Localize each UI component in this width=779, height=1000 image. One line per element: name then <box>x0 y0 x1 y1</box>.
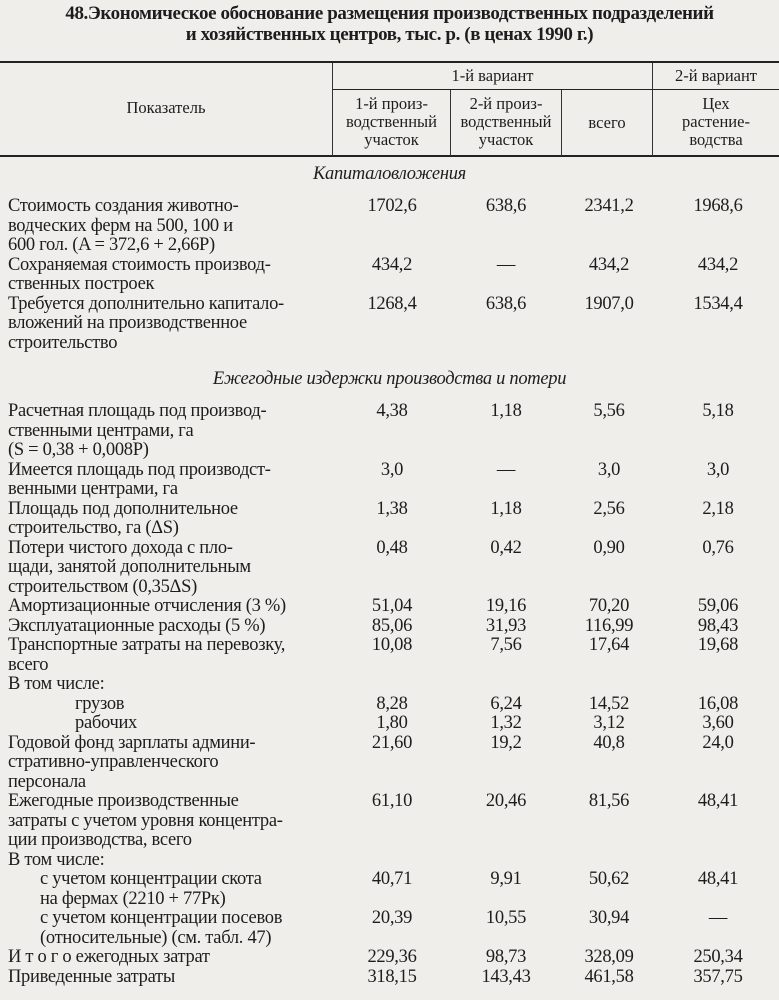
row-label <box>0 461 333 500</box>
cell-value: — <box>496 254 516 275</box>
row-label-line: персонала <box>8 771 86 792</box>
cell-value: 10,08 <box>371 635 413 655</box>
header-line: 2-й произ- <box>469 94 543 113</box>
cell-value: 7,56 <box>490 635 522 655</box>
cell-value: 50,62 <box>588 869 630 889</box>
table-row <box>0 402 779 461</box>
row-label-line: (S = 0,38 + 0,008P) <box>8 440 149 460</box>
cell-value: 1,18 <box>490 401 522 421</box>
cell-value: 85,06 <box>371 615 413 636</box>
cell-value: 19,68 <box>697 635 739 655</box>
row-label-line: строительство <box>8 332 118 353</box>
table-row <box>0 948 779 968</box>
row-label-line: И т о г о ежегодных затрат <box>8 947 210 967</box>
cell-value: 8,28 <box>376 693 408 714</box>
cell-value: 40,8 <box>593 732 625 753</box>
header-line: водственный <box>346 112 437 131</box>
row-label <box>0 909 333 948</box>
cell-value: 31,93 <box>485 615 527 636</box>
header-line: водственный <box>460 112 552 131</box>
table-row <box>0 597 779 617</box>
row-label-line: Площадь под дополнительное <box>8 498 238 519</box>
cell-value: — <box>496 459 516 480</box>
row-label <box>0 792 333 851</box>
cell-value: 14,52 <box>588 693 630 714</box>
row-label <box>0 597 333 617</box>
section-heading: Капиталовложения <box>313 164 466 184</box>
table-row <box>0 909 779 948</box>
header-line: участок <box>364 130 419 149</box>
cell-value: 0,76 <box>702 537 734 558</box>
row-label <box>0 402 333 461</box>
header-line: 1-й произ- <box>355 94 428 113</box>
cell-value: 3,60 <box>702 713 734 733</box>
cell-value: 1268,4 <box>367 293 417 314</box>
table-row <box>0 695 779 715</box>
cell-value: 638,6 <box>485 196 527 216</box>
row-label-line: ции производства, всего <box>8 830 192 850</box>
header-bottom-rule <box>0 155 779 157</box>
title-line: и хозяйственных центров, тыс. р. (в ценах 1990 г.) <box>185 24 594 45</box>
header-line: всего <box>588 113 626 132</box>
row-label <box>0 617 333 637</box>
header-indicator: Показатель <box>126 98 206 117</box>
row-label-line: венными центрами, га <box>8 479 178 499</box>
cell-value: 638,6 <box>485 293 527 314</box>
cell-value: 434,2 <box>371 254 413 275</box>
row-label <box>0 851 333 871</box>
row-label-line: Эксплуатационные расходы (5 %) <box>8 615 266 636</box>
table-row <box>0 636 779 675</box>
header-variant-1: 1-й вариант <box>451 66 534 85</box>
row-label-line: щади, занятой дополнительным <box>8 557 251 577</box>
header-line: участок <box>478 130 534 149</box>
row-label <box>0 948 333 968</box>
row-label-line: В том числе: <box>8 849 105 870</box>
cell-value: 61,10 <box>371 791 413 811</box>
cell-value: 0,48 <box>376 537 408 558</box>
cell-value: 4,38 <box>376 401 408 421</box>
row-label-line: Приведенные затраты <box>8 966 175 987</box>
cell-value <box>561 851 657 871</box>
cell-value: — <box>708 908 728 928</box>
row-label-line: Транспортные затраты на перевозку, <box>8 635 286 655</box>
cell-value: 143,43 <box>481 966 531 987</box>
cell-value: 98,73 <box>485 947 527 967</box>
table-title <box>0 3 779 45</box>
cell-value: 17,64 <box>588 635 630 655</box>
cell-value: 1968,6 <box>693 196 743 216</box>
row-label-line: грузов <box>75 693 125 714</box>
cell-value: 328,09 <box>584 947 634 967</box>
cell-value: 434,2 <box>697 254 739 275</box>
row-label-line: Сохраняемая стоимость производ- <box>8 254 271 275</box>
variant-rule <box>333 89 779 90</box>
cell-value: 20,46 <box>485 791 527 811</box>
title-line: 48.Экономическое обоснование размещения производственных подразделений <box>65 3 714 24</box>
table-row <box>0 851 779 871</box>
cell-value: 19,16 <box>485 596 527 616</box>
row-label-line: рабочих <box>75 713 137 733</box>
table-row <box>0 675 779 695</box>
cell-value: 51,04 <box>371 596 413 616</box>
cell-value <box>451 675 561 695</box>
row-label <box>0 870 333 909</box>
row-label-line: Требуется дополнительно капитало- <box>8 293 284 314</box>
row-label-line: 600 гол. (A = 372,6 + 2,66P) <box>8 235 215 255</box>
cell-value: 434,2 <box>588 254 630 275</box>
section-heading: Ежегодные издержки производства и потери <box>212 369 567 389</box>
row-label-line: Потери чистого дохода с пло- <box>8 537 233 558</box>
cell-value <box>333 851 451 871</box>
cell-value: 30,94 <box>588 908 630 928</box>
cell-value: 81,56 <box>588 791 630 811</box>
cell-value: 461,58 <box>584 966 634 987</box>
row-label <box>0 295 333 354</box>
cell-value: 5,18 <box>702 401 734 421</box>
cell-value: 5,56 <box>593 401 625 421</box>
cell-value <box>657 675 779 695</box>
row-label <box>0 675 333 695</box>
cell-value: 24,0 <box>702 732 734 753</box>
row-label-line: затраты с учетом уровня концентра- <box>8 810 283 831</box>
row-label <box>0 500 333 539</box>
cell-value: 40,71 <box>371 869 413 889</box>
table-row <box>0 617 779 637</box>
row-label-line: Расчетная площадь под производ- <box>8 401 267 421</box>
table-row <box>0 500 779 539</box>
cell-value: 2,18 <box>702 498 734 519</box>
cell-value: 2,56 <box>593 498 625 519</box>
cell-value: 1,80 <box>376 713 408 733</box>
table-row <box>0 792 779 851</box>
table-row <box>0 256 779 295</box>
cell-value: 0,42 <box>490 537 522 558</box>
cell-value: 3,0 <box>597 459 621 480</box>
cell-value: 1534,4 <box>693 293 743 314</box>
table-row <box>0 539 779 598</box>
row-label-line: на фермах (2210 + 77Pк) <box>40 888 226 909</box>
cell-value: 21,60 <box>371 732 413 753</box>
row-label-line: стративно-управленческого <box>8 752 219 772</box>
row-label-line: (относительные) (см. табл. 47) <box>40 927 272 948</box>
table-row <box>0 461 779 500</box>
row-label <box>0 197 333 256</box>
cell-value <box>561 675 657 695</box>
row-label <box>0 539 333 598</box>
cell-value: 0,90 <box>593 537 625 558</box>
row-label-line: с учетом концентрации скота <box>40 869 262 889</box>
header-line: водства <box>689 130 743 149</box>
cell-value: 48,41 <box>697 791 739 811</box>
row-label <box>0 734 333 793</box>
cell-value <box>333 675 451 695</box>
cell-value: 250,34 <box>693 947 743 967</box>
table-row <box>0 714 779 734</box>
row-label <box>0 714 333 734</box>
row-label-line: вложений на производственное <box>8 313 247 333</box>
cell-value: 2341,2 <box>584 196 634 216</box>
row-label-line: ственными центрами, га <box>8 420 194 441</box>
row-label <box>0 256 333 295</box>
row-label <box>0 636 333 675</box>
cell-value: 1,18 <box>490 498 522 519</box>
cell-value: 3,12 <box>593 713 625 733</box>
row-label-line: Ежегодные производственные <box>8 791 239 811</box>
cell-value: 9,91 <box>490 869 522 889</box>
cell-value: 318,15 <box>367 966 417 987</box>
cell-value: 1,32 <box>490 713 522 733</box>
cell-value: 6,24 <box>490 693 522 714</box>
header-line: Цех <box>702 94 730 113</box>
cell-value <box>657 851 779 871</box>
cell-value: 1702,6 <box>367 196 417 216</box>
header-variant-2: 2-й вариант <box>674 66 758 85</box>
cell-value: 357,75 <box>693 966 743 987</box>
cell-value: 48,41 <box>697 869 739 889</box>
header-col-total <box>562 114 652 132</box>
table-row <box>0 968 779 988</box>
cell-value: 3,0 <box>380 459 404 480</box>
cell-value: 116,99 <box>584 615 634 636</box>
header-col-plot-1 <box>333 95 450 149</box>
row-label-line: всего <box>8 654 49 675</box>
row-label-line: строительство, га (ΔS) <box>8 518 179 538</box>
top-rule <box>0 61 779 63</box>
cell-value: 1907,0 <box>584 293 634 314</box>
cell-value: 1,38 <box>376 498 408 519</box>
row-label-line: Имеется площадь под производст- <box>8 459 271 480</box>
table-row <box>0 870 779 909</box>
cell-value: 10,55 <box>485 908 527 928</box>
row-label-line: водческих ферм на 500, 100 и <box>8 215 233 236</box>
cell-value: 16,08 <box>697 693 739 714</box>
row-label-line: ственных построек <box>8 274 155 294</box>
row-label-line: Годовой фонд зарплаты админи- <box>8 732 256 753</box>
cell-value: 19,2 <box>490 732 522 753</box>
table-row <box>0 734 779 793</box>
cell-value: 98,43 <box>697 615 739 636</box>
header-col-plant-shop <box>653 95 779 149</box>
cell-value: 59,06 <box>697 596 739 616</box>
cell-value <box>451 851 561 871</box>
cell-value: 229,36 <box>367 947 417 967</box>
row-label-line: с учетом концентрации посевов <box>40 908 283 928</box>
cell-value: 20,39 <box>371 908 413 928</box>
row-label-line: строительством (0,35ΔS) <box>8 576 198 597</box>
table-row <box>0 197 779 256</box>
table-row <box>0 295 779 354</box>
row-label-line: Стоимость создания животно- <box>8 196 239 216</box>
table-body <box>0 165 779 987</box>
row-label-line: В том числе: <box>8 674 105 694</box>
cell-value: 70,20 <box>588 596 630 616</box>
row-label <box>0 968 333 988</box>
header-col-plot-2 <box>451 95 561 149</box>
row-label <box>0 695 333 715</box>
row-label-line: Амортизационные отчисления (3 %) <box>8 596 286 616</box>
header-line: растение- <box>682 112 750 131</box>
cell-value: 3,0 <box>706 459 730 480</box>
